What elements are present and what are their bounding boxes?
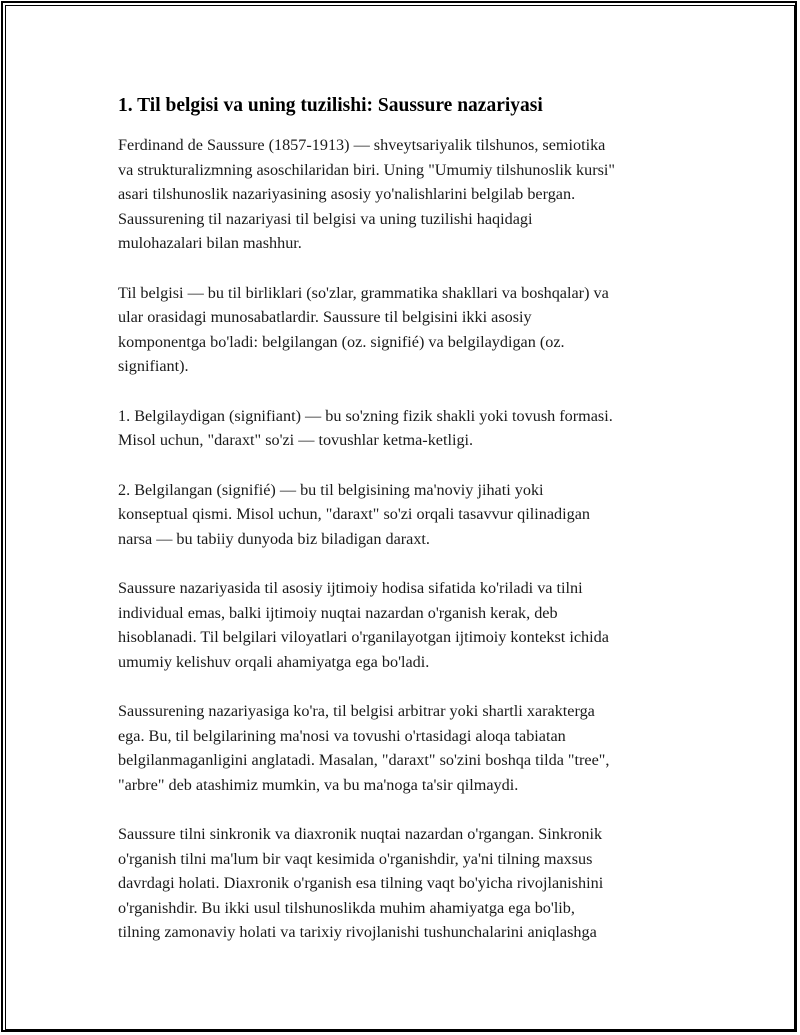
paragraph-sign-definition: Til belgisi — bu til birliklari (so'zlar, grammatika shakllari va boshqalar) va ular orasidagi munosabatlardir. Saussure til belgisini ikki asosiy komponentga bo'ladi: belgilangan (oz. signifié) va belgilaydigan (oz. signifiant). (118, 283, 609, 375)
paragraph-social-phenomenon: Saussure nazariyasida til asosiy ijtimoiy hodisa sifatida ko'riladi va tilni individual emas, balki ijtimoiy nuqtai nazardan o'rganish kerak, deb hisoblanadi. Til belgilari viloyatlari o'rganilayotgan ijtimoiy kontekst ichida umumiy kelishuv orqali ahamiyatga ega bo'ladi. (118, 579, 609, 671)
paragraph-synchronic-diachronic: Saussure tilni sinkronik va diaxronik nuqtai nazardan o'rgangan. Sinkronik o'rganish tilni ma'lum bir vaqt kesimida o'rganishdir, ya'ni tilning maxsus davrdagi holati. Diaxronik o'rganish esa tilning vaqt bo'yicha rivojlanishini o'rganishdir. Bu ikki usul tilshunoslikda muhim ahamiyatga ega bo'lib, tilning zamonaviy holati va tarixiy rivojlanishi tushunchalarini aniqlashga (118, 825, 604, 941)
paragraph-signifie: 2. Belgilangan (signifié) — bu til belgisining ma'noviy jihati yoki konseptual qismi. Misol uchun, "daraxt" so'zi orqali tasavvur qilinadigan narsa — bu tabiiy dunyoda biz biladigan daraxt. (118, 480, 590, 548)
section-title: 1. Til belgisi va uning tuzilishi: Saussure nazariyasi (118, 95, 543, 116)
paragraph-arbitrariness: Saussurening nazariyasiga ko'ra, til belgisi arbitrar yoki shartli xarakterga ega. Bu, til belgilarining ma'nosi va tovushi o'rtasidagi aloqa tabiatan belgilanmaganligini anglatadi. Masalan, "daraxt" so'zini boshqa tilda "tree", "arbre" deb atashimiz mumkin, va bu ma'noga ta'sir qilmaydi. (118, 702, 610, 794)
paragraph-signifiant: 1. Belgilaydigan (signifiant) — bu so'zning fizik shakli yoki tovush formasi. Misol uchun, "daraxt" so'zi — tovushlar ketma-ketligi. (118, 406, 613, 449)
paragraph-intro: Ferdinand de Saussure (1857-1913) — shveytsariyalik tilshunos, semiotika va strukturalizmning asoschilaridan biri. Uning "Umumiy tilshunoslik kursi" asari tilshunoslik nazariyasining asosiy yo'nalishlarini belgilab bergan. Saussurening til nazariyasi til belgisi va uning tuzilishi haqidagi mulohazalari bilan mashhur. (118, 136, 615, 252)
document-body (118, 93, 698, 970)
